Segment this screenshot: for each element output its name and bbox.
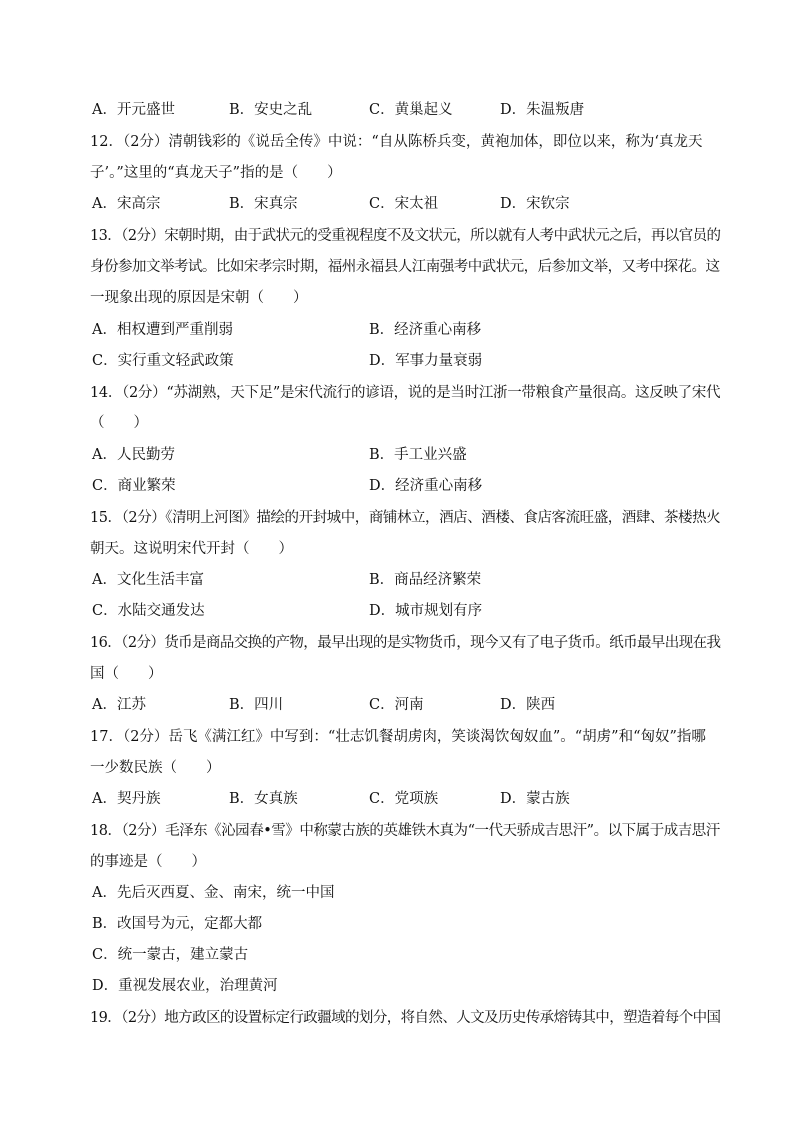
q13-stem-line-3: 一现象出现的原因是宋朝（ ）	[90, 290, 308, 306]
q14-option-c[interactable]: C．商业繁荣	[92, 478, 176, 494]
q15-option-c[interactable]: C．水陆交通发达	[92, 603, 205, 619]
q14-stem-line-2: （ ）	[90, 415, 148, 431]
q11-option-b[interactable]: B．安史之乱	[229, 102, 313, 118]
q12-stem-line-2: 子’。”这里的“真龙天子”指的是（ ）	[90, 165, 342, 181]
q17-option-b[interactable]: B．女真族	[229, 791, 298, 807]
q12-option-d[interactable]: D．宋钦宗	[500, 196, 570, 212]
q18-stem-line-1: 18．（2分）毛泽东《沁园春•雪》中称蒙古族的英雄铁木真为“一代天骄成吉思汗”。以下属于成吉思汗	[90, 823, 720, 839]
q15-option-b[interactable]: B．商品经济繁荣	[369, 572, 482, 588]
q13-option-a[interactable]: A．相权遭到严重削弱	[92, 322, 233, 338]
q14-option-b[interactable]: B．手工业兴盛	[369, 447, 467, 463]
q17-stem-line-1: 17．（2分）岳飞《满江红》中写到：“壮志饥餐胡虏肉，笑谈渴饮匈奴血”。“胡虏”和“匈奴”指哪	[90, 729, 706, 745]
q16-option-d[interactable]: D．陕西	[500, 697, 556, 713]
q13-stem-line-2: 身份参加文举考试。比如宋孝宗时期，福州永福县人江南强考中武状元，后参加文举，又考中探花。这	[90, 259, 720, 275]
q19-stem-line-1: 19．（2分）地方政区的设置标定行政疆域的划分，将自然、人文及历史传承熔铸其中，塑造着每个中国	[90, 1010, 721, 1026]
q16-stem-line-2: 国（ ）	[90, 666, 163, 682]
q11-option-c[interactable]: C．黄巢起义	[369, 102, 453, 118]
q17-option-a[interactable]: A．契丹族	[92, 791, 161, 807]
q15-option-d[interactable]: D．城市规划有序	[369, 603, 483, 619]
q17-option-d[interactable]: D．蒙古族	[500, 791, 570, 807]
q14-option-a[interactable]: A．人民勤劳	[92, 447, 175, 463]
q16-option-a[interactable]: A．江苏	[92, 697, 146, 713]
q18-option-b[interactable]: B．改国号为元，定都大都	[92, 916, 263, 932]
q13-option-b[interactable]: B．经济重心南移	[369, 322, 482, 338]
q18-option-a[interactable]: A．先后灭西夏、金、南宋，统一中国	[92, 885, 335, 901]
q12-option-c[interactable]: C．宋太祖	[369, 196, 439, 212]
q13-option-c[interactable]: C．实行重文轻武政策	[92, 353, 234, 369]
q12-option-a[interactable]: A．宋高宗	[92, 196, 161, 212]
q16-option-c[interactable]: C．河南	[369, 697, 424, 713]
q16-stem-line-1: 16．（2分）货币是商品交换的产物，最早出现的是实物货币，现今又有了电子货币。纸币最早出现在我	[90, 635, 721, 651]
q13-stem-line-1: 13．（2分）宋朝时期，由于武状元的受重视程度不及文状元，所以就有人考中武状元之后，再以官员的	[90, 228, 721, 244]
q17-stem-line-2: 一少数民族（ ）	[90, 760, 221, 776]
q12-option-b[interactable]: B．宋真宗	[229, 196, 298, 212]
q15-option-a[interactable]: A．文化生活丰富	[92, 572, 204, 588]
q17-option-c[interactable]: C．党项族	[369, 791, 439, 807]
q15-stem-line-1: 15．（2分）《清明上河图》描绘的开封城中，商铺林立，酒店、酒楼、食店客流旺盛，酒肆、茶楼热火	[90, 510, 721, 526]
q16-option-b[interactable]: B．四川	[229, 697, 284, 713]
q18-stem-line-2: 的事迹是（ ）	[90, 854, 206, 870]
q11-option-a[interactable]: A．开元盛世	[92, 102, 175, 118]
q12-stem-line-1: 12．（2分）清朝钱彩的《说岳全传》中说：“自从陈桥兵变，黄袍加体，即位以来，称为‘真龙天	[90, 134, 703, 150]
q18-option-d[interactable]: D．重视发展农业，治理黄河	[92, 978, 278, 994]
q13-option-d[interactable]: D．军事力量衰弱	[369, 353, 483, 369]
q18-option-c[interactable]: C．统一蒙古，建立蒙古	[92, 947, 249, 963]
q14-option-d[interactable]: D．经济重心南移	[369, 478, 483, 494]
q14-stem-line-1: 14．（2分）“苏湖熟，天下足”是宋代流行的谚语，说的是当时江浙一带粮食产量很高。这反映了宋代	[90, 385, 721, 401]
q11-option-d[interactable]: D．朱温叛唐	[500, 102, 585, 118]
q15-stem-line-2: 朝天。这说明宋代开封（ ）	[90, 541, 293, 557]
